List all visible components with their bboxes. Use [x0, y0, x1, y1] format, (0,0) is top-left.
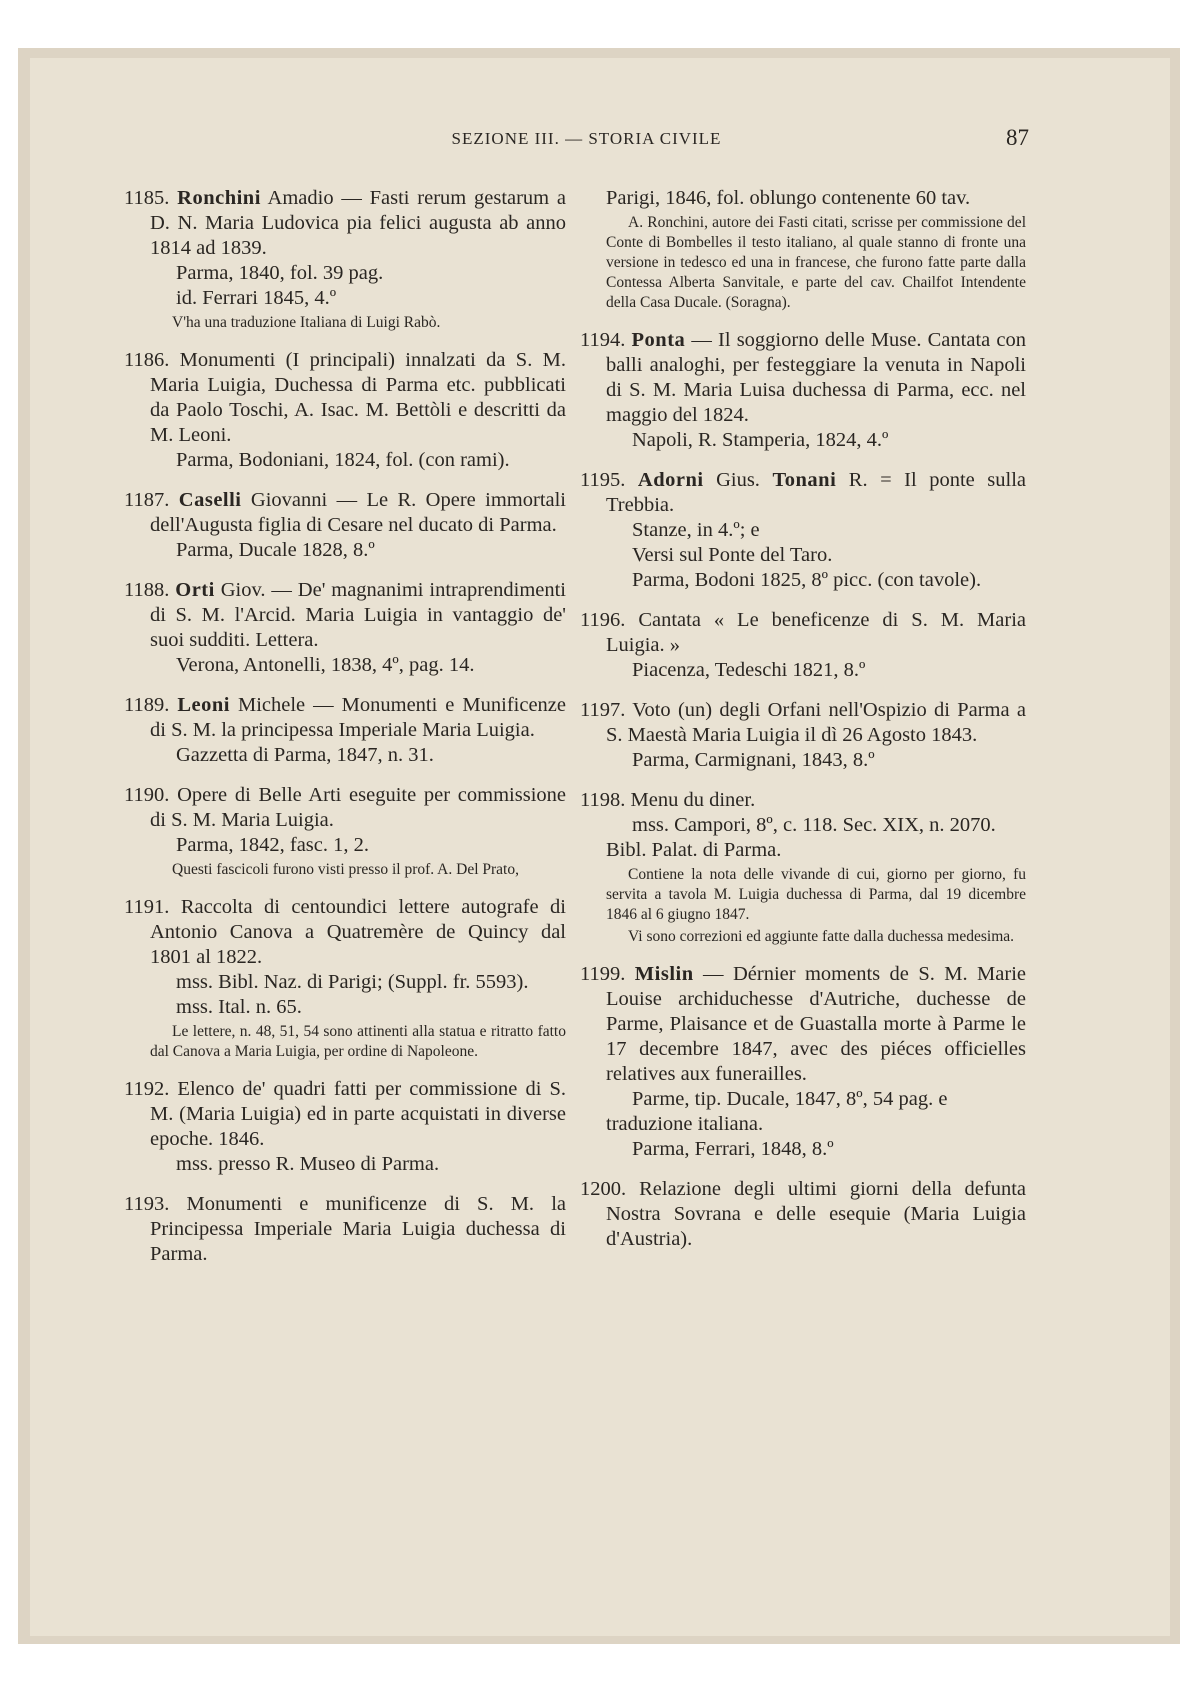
entry-imprint: mss. presso R. Museo di Parma.: [176, 1153, 440, 1175]
entry-gap: [580, 947, 1026, 962]
entry-text: Menu du diner.: [625, 789, 756, 811]
entry-gap: [124, 768, 566, 783]
entry-number: 1191.: [124, 896, 170, 918]
entry-author: Caselli: [178, 489, 242, 511]
entry-imprint: Parma, 1842, fasc. 1, 2.: [176, 834, 369, 856]
entry-imprint: Stanze, in 4.º; e: [632, 519, 760, 541]
entry-text: — Il soggiorno delle Muse. Cantata con balli analoghi, per festeggiare la venuta in Napoli di S. M. Maria Luisa duchessa di Parma, ecc. nel maggio del 1824.: [606, 329, 1026, 426]
entry-text: Cantata « Le beneficenze di S. M. Maria Luigia. »: [606, 609, 1026, 656]
entry-text: Amadio — Fasti rerum gestarum a D. N. Maria Ludovica pia felici augusta ab anno 1814 ad 1839.: [150, 187, 566, 259]
entry-imprint: Verona, Antonelli, 1838, 4º, pag. 14.: [176, 654, 475, 676]
entry-note: Le lettere, n. 48, 51, 54 sono attinenti alla statua e ritratto fatto dal Canova a Maria Luigia, per ordine di Napoleone.: [150, 1023, 566, 1060]
entry-title: [124, 186, 566, 261]
entry-note: Questi fascicoli furono visti presso il prof. A. Del Prato,: [172, 861, 519, 878]
entry-gap: [124, 678, 566, 693]
entry-imprint: Parma, Ducale 1828, 8.º: [176, 539, 375, 561]
entry-gap: [580, 593, 1026, 608]
catalog-entry-1200: [580, 1177, 1026, 1252]
entry-author: Adorni: [637, 469, 704, 491]
entry-title: [580, 698, 1026, 748]
entry-note: A. Ronchini, autore dei Fasti citati, scrisse per commissione del Conte di Bombelles il testo italiano, al quale stanno di fronte una versione in tedesco ed una in francese, che furono fatte parte dalla Contessa Alberta Sanvitale, e parte del cav. Chailfot Intendente della Casa Ducale. (Soragna).: [606, 214, 1026, 311]
catalog-entry-1192: [124, 1077, 566, 1177]
catalog-entry-1193: [124, 1192, 566, 1267]
entry-author: Orti: [175, 579, 215, 601]
entry-text: R. = Il ponte sulla Trebbia.: [606, 469, 1027, 516]
catalog-entry-1185: [124, 186, 566, 333]
entry-number: 1195.: [580, 469, 626, 491]
catalog-entry-1194: [580, 328, 1026, 453]
right-column: [580, 186, 1026, 1252]
entry-text: Giovanni — Le R. Opere immortali dell'Augusta figlia di Cesare nel ducato di Parma.: [150, 489, 566, 536]
entry-number: 1185.: [124, 187, 170, 209]
entry-number: 1186.: [124, 349, 170, 371]
entry-note: Vi sono correzioni ed aggiunte fatte dalla duchessa medesima.: [628, 928, 1015, 945]
entry-number: 1197.: [580, 699, 626, 721]
entry-title: [580, 1177, 1026, 1252]
entry-text: Opere di Belle Arti eseguite per commissione di S. M. Maria Luigia.: [150, 784, 566, 831]
entry-title: [580, 788, 1026, 813]
entry-imprint: mss. Ital. n. 65.: [176, 996, 302, 1018]
entry-gap: [580, 313, 1026, 328]
catalog-entry-1187: [124, 488, 566, 563]
catalog-entry-1190: [124, 783, 566, 880]
entry-title: [580, 328, 1026, 428]
entry-imprint: Versi sul Ponte del Taro.: [632, 544, 833, 566]
entry-title: [124, 1192, 566, 1267]
entry-number: 1188.: [124, 579, 170, 601]
entry-gap: [124, 563, 566, 578]
running-header: [144, 125, 1029, 155]
entry-gap: [580, 1162, 1026, 1177]
entry-imprint: Napoli, R. Stamperia, 1824, 4.º: [632, 429, 889, 451]
entry-number: 1199.: [580, 963, 626, 985]
entry-title: [124, 895, 566, 970]
entry-imprint: Parigi, 1846, fol. oblungo contenente 60 tav.: [606, 187, 971, 209]
catalog-entry-1191: [124, 895, 566, 1062]
entry-title: [580, 468, 1026, 518]
entry-imprint: Parme, tip. Ducale, 1847, 8º, 54 pag. e traduzione italiana.: [606, 1088, 948, 1135]
entry-title: [124, 578, 566, 653]
entry-imprint: Gazzetta di Parma, 1847, n. 31.: [176, 744, 434, 766]
catalog-entry-1189: [124, 693, 566, 768]
entry-text: Monumenti (I principali) innalzati da S. M. Maria Luigia, Duchessa di Parma etc. pubblicati da Paolo Toschi, A. Isac. M. Bettòli e descritti da M. Leoni.: [150, 349, 566, 446]
catalog-entry-1197: [580, 698, 1026, 773]
entry-number: 1187.: [124, 489, 170, 511]
entry-title: [124, 693, 566, 743]
entry-gap: [124, 1062, 566, 1077]
entry-imprint: Parma, 1840, fol. 39 pag.: [176, 262, 384, 284]
entry-title: [124, 1077, 566, 1152]
entry-imprint: mss. Bibl. Naz. di Parigi; (Suppl. fr. 5593).: [176, 971, 529, 993]
catalog-entry-1195: [580, 468, 1026, 593]
entry-note: V'ha una traduzione Italiana di Luigi Rabò.: [172, 314, 441, 331]
entry-text: — Dérnier moments de S. M. Marie Louise archiduchesse d'Autriche, duchesse de Parme, Plaisance et de Guastalla morte à Parme le 17 decembre 1847, avec des piéces officielles relatives aux funerailles.: [606, 963, 1026, 1085]
entry-number: 1190.: [124, 784, 170, 806]
entry-number: 1194.: [580, 329, 626, 351]
entry-text: Giov. — De' magnanimi intraprendimenti di S. M. l'Arcid. Maria Luigia in vantaggio de' suoi sudditi. Lettera.: [150, 579, 567, 651]
entry-gap: [580, 683, 1026, 698]
entry-text: Raccolta di centoundici lettere autografe di Antonio Canova a Quatremère de Quincy dal 1801 al 1822.: [150, 896, 566, 968]
entry-number: 1192.: [124, 1078, 170, 1100]
entry-title: [124, 488, 566, 538]
entry-gap: [124, 473, 566, 488]
entry-title: [580, 608, 1026, 658]
catalog-entry-1193-cont: [580, 186, 1026, 313]
entry-author: Ronchini: [177, 187, 261, 209]
entry-gap: [124, 1177, 566, 1192]
entry-imprint: Parma, Bodoniani, 1824, fol. (con rami).: [176, 449, 510, 471]
entry-imprint: Parma, Bodoni 1825, 8º picc. (con tavole).: [632, 569, 982, 591]
entry-number: 1189.: [124, 694, 170, 716]
entry-number: 1193.: [124, 1193, 170, 1215]
entry-text: Michele — Monumenti e Munificenze di S. M. la principessa Imperiale Maria Luigia.: [150, 694, 566, 741]
entry-note: Contiene la nota delle vivande di cui, giorno per giorno, fu servita a tavola M. Luigia duchessa di Parma, dal 19 dicembre 1846 al 6 giugno 1847.: [606, 866, 1026, 923]
entry-number: 1200.: [580, 1178, 627, 1200]
entry-gap: [124, 333, 566, 348]
section-title: SEZIONE III. — STORIA CIVILE: [451, 129, 722, 148]
catalog-entry-1196: [580, 608, 1026, 683]
entry-number: 1198.: [580, 789, 626, 811]
left-column: [124, 186, 566, 1267]
page-number: 87: [1006, 125, 1029, 150]
entry-author: Ponta: [631, 329, 686, 351]
entry-author: Leoni: [177, 694, 230, 716]
entry-gap: [580, 453, 1026, 468]
entry-author: Mislin: [634, 963, 694, 985]
entry-imprint: Piacenza, Tedeschi 1821, 8.º: [632, 659, 866, 681]
entry-imprint: mss. Campori, 8º, c. 118. Sec. XIX, n. 2070. Bibl. Palat. di Parma.: [606, 814, 996, 861]
entry-imprint: Parma, Ferrari, 1848, 8.º: [632, 1138, 834, 1160]
entry-gap: [124, 880, 566, 895]
catalog-entry-1199: [580, 962, 1026, 1162]
entry-author: Tonani: [772, 469, 837, 491]
entry-text: Monumenti e munificenze di S. M. la Principessa Imperiale Maria Luigia duchessa di Parma.: [150, 1193, 566, 1265]
entry-text: Gius.: [703, 469, 773, 491]
entry-text: Relazione degli ultimi giorni della defunta Nostra Sovrana e delle esequie (Maria Luigia d'Austria).: [606, 1178, 1026, 1250]
entry-imprint: id. Ferrari 1845, 4.º: [176, 287, 337, 309]
catalog-entry-1188: [124, 578, 566, 678]
entry-imprint: Parma, Carmignani, 1843, 8.º: [632, 749, 875, 771]
entry-gap: [580, 773, 1026, 788]
catalog-entry-1186: [124, 348, 566, 473]
entry-title: [124, 783, 566, 833]
entry-title: [124, 348, 566, 448]
entry-text: Elenco de' quadri fatti per commissione di S. M. (Maria Luigia) ed in parte acquistati in diverse epoche. 1846.: [150, 1078, 566, 1150]
entry-text: Voto (un) degli Orfani nell'Ospizio di Parma a S. Maestà Maria Luigia il dì 26 Agosto 1843.: [606, 699, 1026, 746]
entry-number: 1196.: [580, 609, 626, 631]
entry-title: [580, 962, 1026, 1087]
catalog-entry-1198: [580, 788, 1026, 947]
